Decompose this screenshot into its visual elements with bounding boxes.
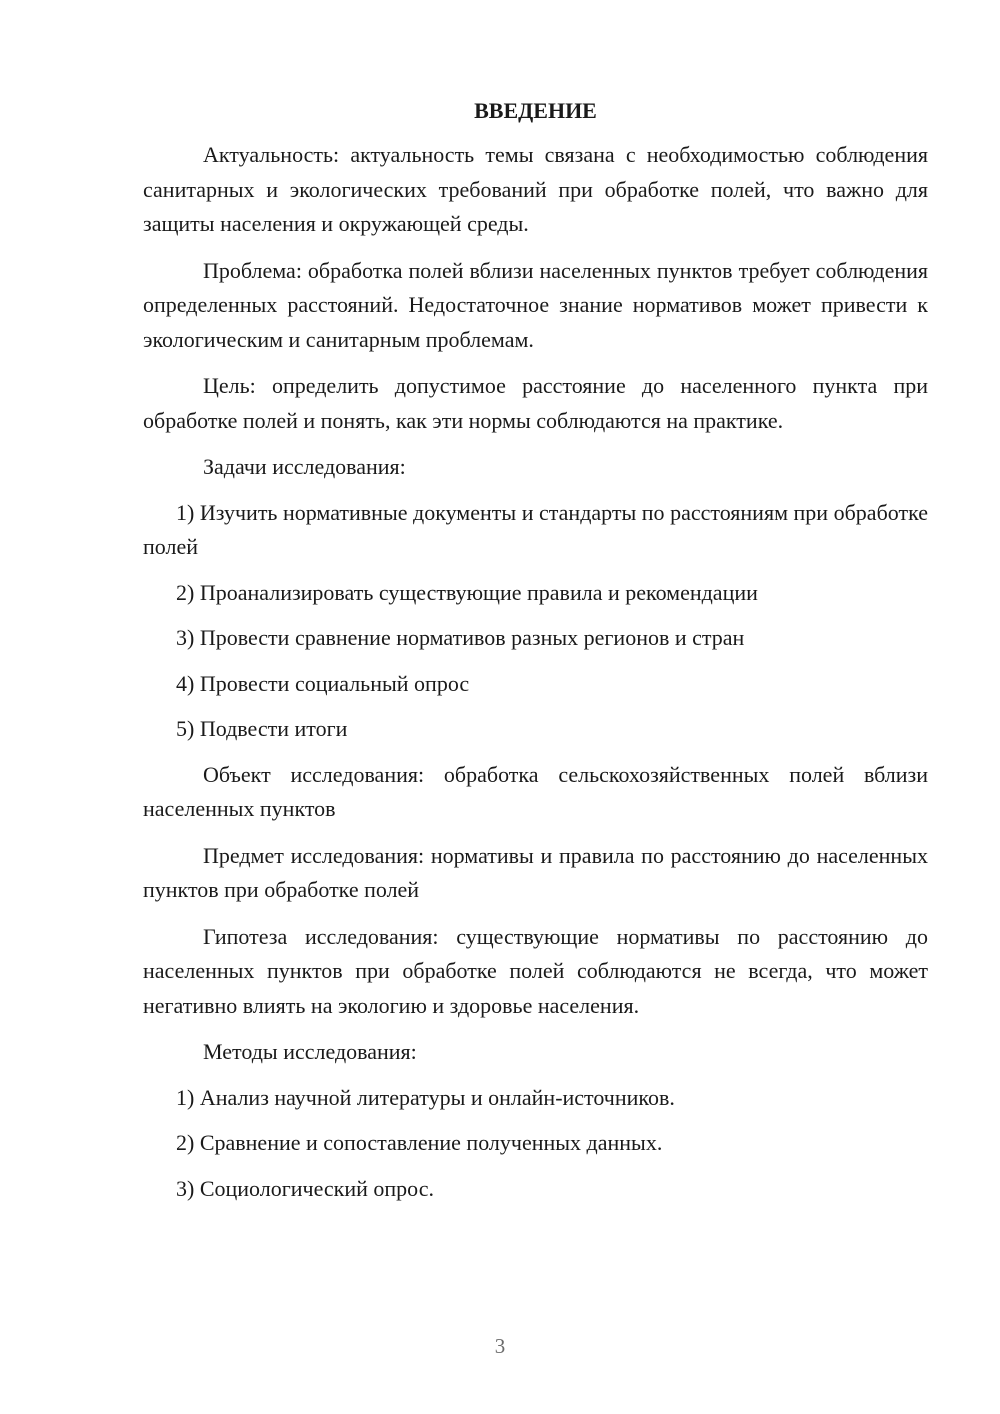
object-paragraph: Объект исследования: обработка сельскохозяйственных полей вблизи населенных пунктов [143, 761, 928, 821]
subject-paragraph: Предмет исследования: нормативы и правила по расстоянию до населенных пунктов при обработке полей [143, 842, 928, 902]
method-item: 3) Социологический опрос. [176, 1175, 434, 1201]
page-number: 3 [494, 1334, 506, 1358]
relevance-paragraph: Актуальность: актуальность темы связана с необходимостью соблюдения санитарных и экологических требований при обработке полей, что важно для защиты населения и окружающей среды. [143, 142, 928, 236]
task-item: 3) Провести сравнение нормативов разных регионов и стран [176, 625, 745, 650]
task-item: 2) Проанализировать существующие правила и рекомендации [176, 579, 758, 605]
document-body [143, 94, 928, 1217]
method-item: 1) Анализ научной литературы и онлайн-источников. [176, 1084, 675, 1110]
method-item: 2) Сравнение и сопоставление полученных данных. [176, 1130, 663, 1155]
task-item: 5) Подвести итоги [176, 716, 348, 741]
page-title: ВВЕДЕНИЕ [474, 98, 597, 123]
task-item: 1) Изучить нормативные документы и стандарты по расстояниям при обработке полей [143, 499, 928, 559]
task-item: 4) Провести социальный опрос [176, 670, 470, 696]
problem-paragraph: Проблема: обработка полей вблизи населенных пунктов требует соблюдения определенных расстояний. Недостаточное знание нормативов может привести к экологическим и санитарным проблемам. [143, 257, 928, 352]
hypothesis-paragraph: Гипотеза исследования: существующие нормативы по расстоянию до населенных пунктов при обработке полей соблюдаются не всегда, что может негативно влиять на экологию и здоровье населения. [143, 923, 928, 1018]
tasks-heading: Задачи исследования: [203, 454, 406, 479]
goal-paragraph: Цель: определить допустимое расстояние до населенного пункта при обработке полей и понять, как эти нормы соблюдаются на практике. [143, 373, 928, 433]
methods-heading: Методы исследования: [203, 1039, 417, 1064]
